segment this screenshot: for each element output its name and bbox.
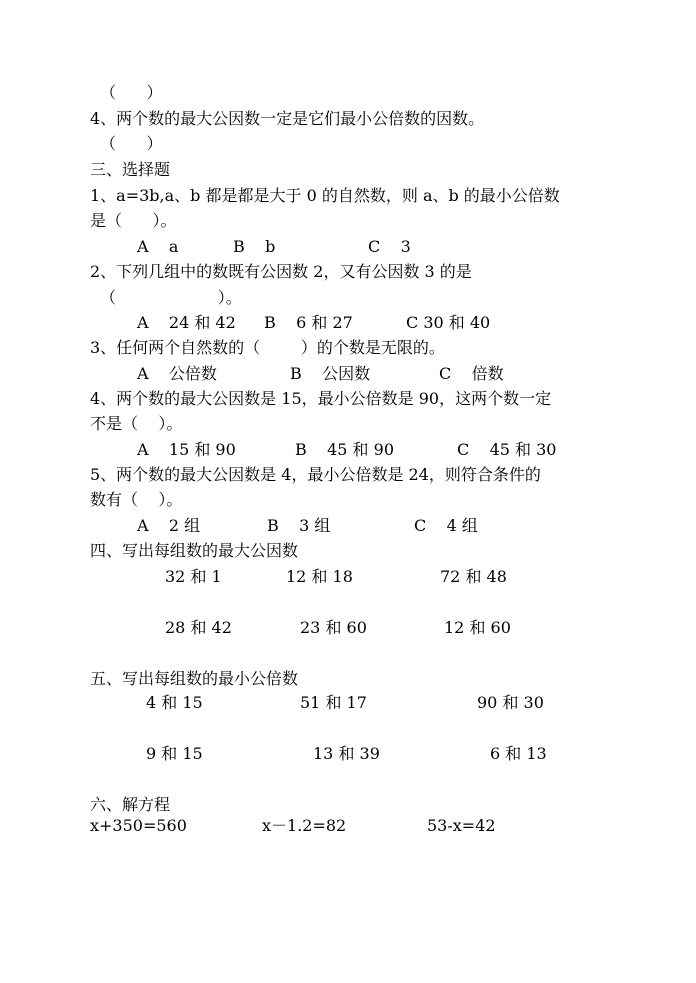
lcm-pair: 4 和 15 (146, 693, 203, 712)
lcm-pair: 9 和 15 (146, 744, 203, 763)
section-heading-choice: 三、选择题 (90, 160, 171, 179)
option-b: B b (233, 237, 276, 256)
option-c: C 倍数 (439, 364, 504, 383)
gcd-pair: 12 和 18 (286, 567, 353, 586)
lcm-pair: 51 和 17 (300, 693, 367, 712)
section-heading-equations: 六、解方程 (90, 795, 171, 814)
question-5-text: 5、两个数的最大公因数是 4，最小公倍数是 24，则符合条件的 (90, 465, 541, 484)
option-a: A 公倍数 (137, 364, 217, 383)
lcm-pair: 90 和 30 (477, 693, 544, 712)
question-4-text-cont: 不是（ ）。 (90, 414, 183, 433)
lcm-pair: 13 和 39 (313, 744, 380, 763)
option-a: A 24 和 42 (137, 313, 236, 332)
section-heading-lcm: 五、写出每组数的最小公倍数 (90, 669, 299, 688)
answer-blank: （ ） (100, 83, 163, 102)
option-c: C 30 和 40 (406, 313, 491, 332)
section-heading-gcd: 四、写出每组数的最大公因数 (90, 541, 299, 560)
gcd-pair: 23 和 60 (300, 618, 367, 637)
question-1-text: 1、a=3b,a、b 都是都是大于 0 的自然数，则 a、b 的最小公倍数 (90, 186, 560, 205)
question-5-text-cont: 数有（ ）。 (90, 490, 183, 509)
question-2-text-cont: （ ）。 (100, 288, 242, 307)
answer-blank: （ ） (100, 134, 163, 153)
option-c: C 45 和 30 (457, 440, 557, 459)
option-b: B 3 组 (267, 516, 331, 535)
option-b: B 6 和 27 (264, 313, 353, 332)
judgement-item-4: 4、两个数的最大公因数一定是它们最小公倍数的因数。 (90, 109, 485, 128)
option-b: B 45 和 90 (295, 440, 394, 459)
option-a: A a (137, 237, 179, 256)
question-1-text-cont: 是（ ）。 (90, 211, 177, 230)
equation: x－1.2=82 (262, 816, 347, 835)
option-a: A 15 和 90 (137, 440, 236, 459)
gcd-pair: 32 和 1 (165, 567, 222, 586)
option-a: A 2 组 (137, 516, 201, 535)
question-3-text: 3、任何两个自然数的（ ）的个数是无限的。 (90, 338, 445, 357)
option-c: C 4 组 (414, 516, 478, 535)
gcd-pair: 28 和 42 (165, 618, 232, 637)
gcd-pair: 12 和 60 (444, 618, 511, 637)
equation: 53-x=42 (427, 816, 496, 835)
gcd-pair: 72 和 48 (440, 567, 507, 586)
equation: x+350=560 (90, 816, 187, 835)
question-4-text: 4、两个数的最大公因数是 15，最小公倍数是 90，这两个数一定 (90, 389, 552, 408)
option-b: B 公因数 (290, 364, 371, 383)
lcm-pair: 6 和 13 (490, 744, 547, 763)
question-2-text: 2、下列几组中的数既有公因数 2，又有公因数 3 的是 (90, 262, 472, 281)
option-c: C 3 (368, 237, 411, 256)
